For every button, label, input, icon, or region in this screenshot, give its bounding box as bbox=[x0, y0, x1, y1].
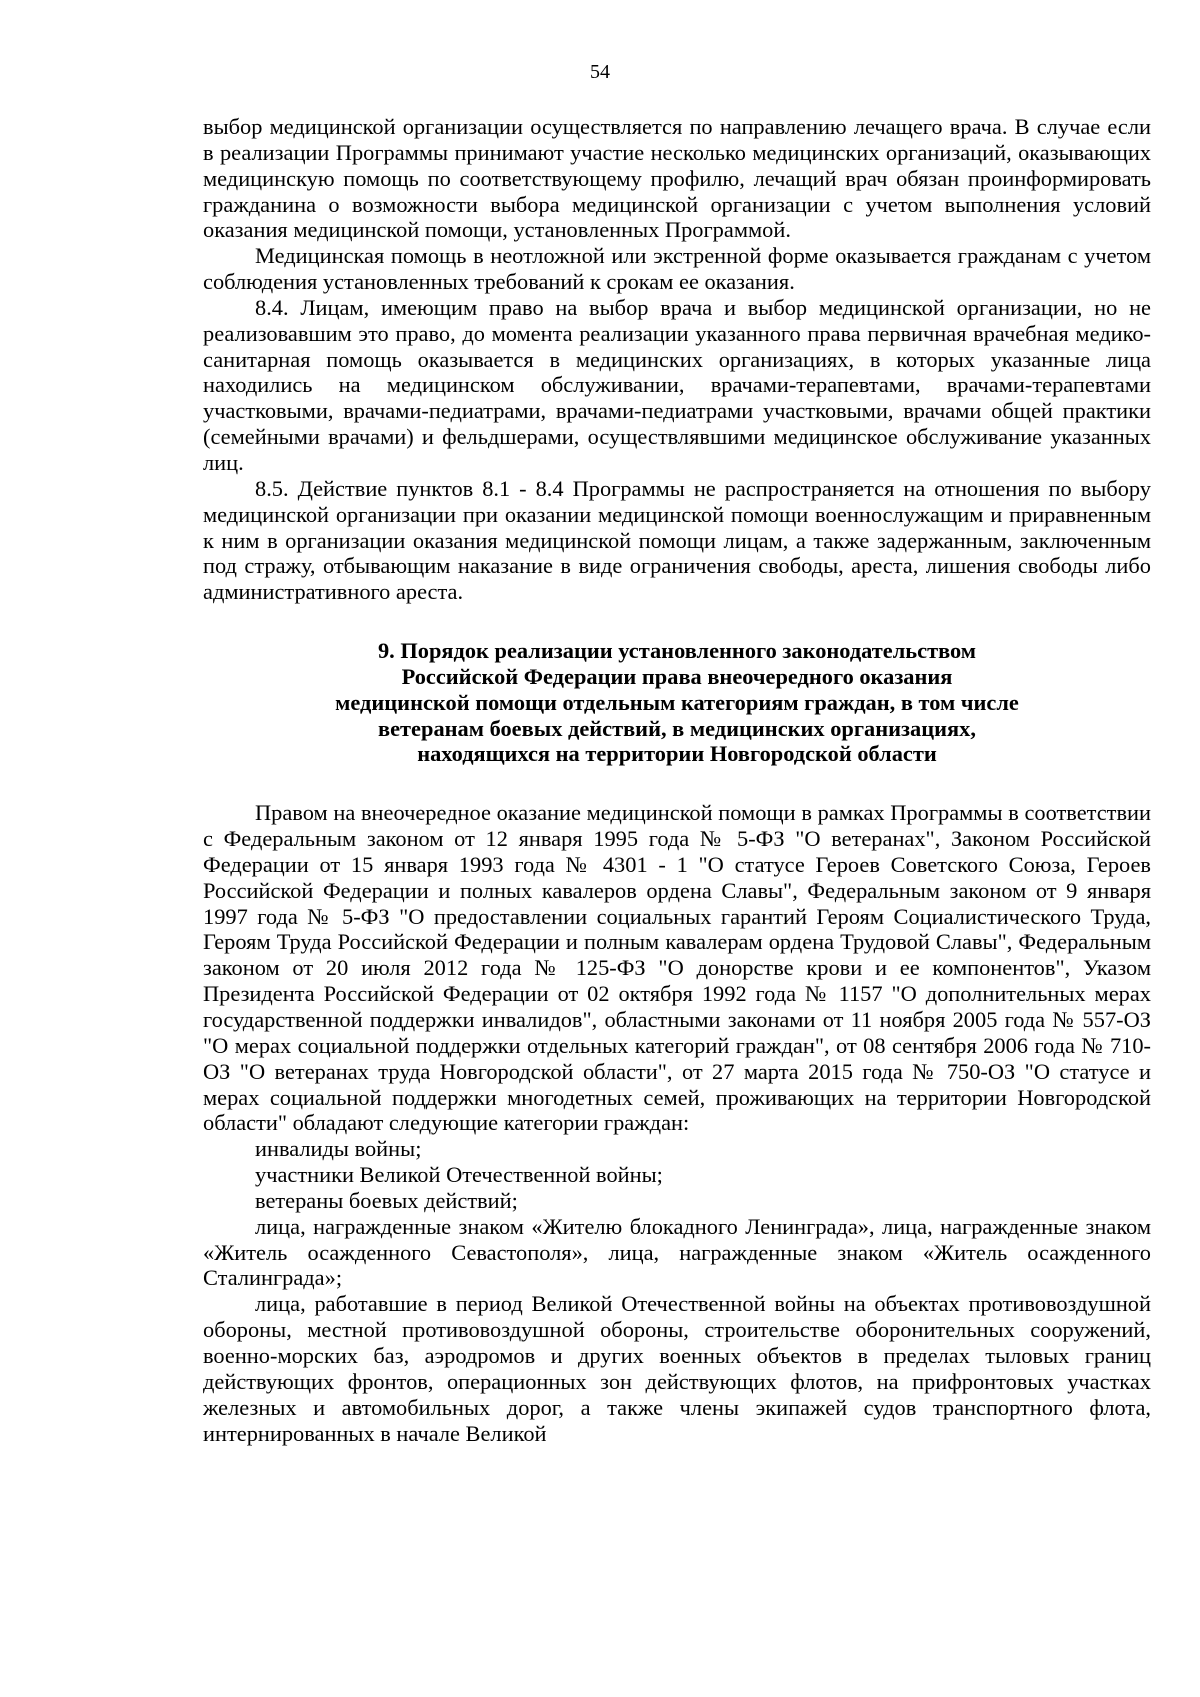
section-9-heading bbox=[203, 638, 1151, 767]
heading-line: 9. Порядок реализации установленного законодательством bbox=[377, 638, 977, 664]
paragraph-legal-basis: Правом на внеочередное оказание медицинской помощи в рамках Программы в соответствии с Федеральным законом от 12 января 1995 года № 5-ФЗ "О ветеранах", Законом Российской Федерации от 15 января 1993 года № 4301 - 1 "О статусе Героев Советского Союза, Героев Российской Федерации и полных кавалеров ордена Славы", Федеральным законом от 9 января 1997 года № 5-ФЗ "О предоставлении социальных гарантий Героям Социалистического Труда, Героям Труда Российской Федерации и полным кавалерам ордена Трудовой Славы", Федеральным законом от 20 июля 2012 года № 125-ФЗ "О донорстве крови и ее компонентов", Указом Президента Российской Федерации от 02 октября 1992 года № 1157 "О дополнительных мерах государственной поддержки инвалидов", областными законами от 11 ноября 2005 года № 557-ОЗ "О мерах социальной поддержки отдельных категорий граждан", от 08 сентября 2006 года № 710-ОЗ "О ветеранах труда Новгородской области", от 27 марта 2015 года № 750-ОЗ "О статусе и мерах социальной поддержки многодетных семей, проживающих на территории Новгородской области" обладают следующие категории граждан: bbox=[203, 800, 1151, 1136]
list-item-combat-veterans: ветераны боевых действий; bbox=[255, 1187, 518, 1213]
paragraph-8-4: 8.4. Лицам, имеющим право на выбор врача и выбор медицинской организации, но не реализовавшим это право, до момента реализации указанного права первичная врачебная медико-санитарная помощь оказывается в медицинских организациях, в которых указанные лица находились на медицинском обслуживании, врачами-терапевтами, врачами-терапевтами участковыми, врачами-педиатрами, врачами-педиатрами участковыми, врачами общей практики (семейными врачами) и фельдшерами, осуществлявшими медицинское обслуживание указанных лиц. bbox=[203, 294, 1151, 475]
paragraph-emergency-care: Медицинская помощь в неотложной или экстренной форме оказывается гражданам с учетом соблюдения установленных требований к срокам ее оказания. bbox=[203, 243, 1151, 295]
document-body bbox=[203, 114, 1151, 1446]
page-number: 54 bbox=[590, 61, 610, 83]
list-item-war-invalids: инвалиды войны; bbox=[255, 1136, 422, 1162]
heading-line: медицинской помощи отдельным категориям граждан, в том числе bbox=[335, 689, 1019, 715]
list-item-home-front-workers: лица, работавшие в период Великой Отечественной войны на объектах противовоздушной обороны, местной противовоздушной обороны, строительстве оборонительных сооружений, военно-морских баз, аэродромов и других военных объектов в пределах тыловых границ действующих фронтов, операционных зон действующих флотов, на прифронтовых участках железных и автомобильных дорог, а также члены экипажей судов транспортного флота, интернированных в начале Великой bbox=[203, 1291, 1151, 1446]
list-item-wwii-participants: участники Великой Отечественной войны; bbox=[255, 1162, 663, 1188]
paragraph-8-5: 8.5. Действие пунктов 8.1 - 8.4 Программы не распространяется на отношения по выбору медицинской организации при оказании медицинской помощи военнослужащим и приравненным к ним в организации оказания медицинской помощи лицам, а также задержанным, заключенным под стражу, отбывающим наказание в виде ограничения свободы, ареста, лишения свободы либо административного ареста. bbox=[203, 475, 1151, 605]
heading-line: Российской Федерации права внеочередного оказания bbox=[401, 663, 953, 689]
heading-line: находящихся на территории Новгородской области bbox=[417, 741, 937, 767]
heading-line: ветеранам боевых действий, в медицинских организациях, bbox=[378, 715, 976, 741]
paragraph-continuation: выбор медицинской организации осуществляется по направлению лечащего врача. В случае если в реализации Программы принимают участие несколько медицинских организаций, оказывающих медицинскую помощь по соответствующему профилю, лечащий врач обязан проинформировать гражданина о возможности выбора медицинской организации с учетом выполнения условий оказания медицинской помощи, установленных Программой. bbox=[203, 114, 1151, 243]
list-item-siege-residents: лица, награжденные знаком «Жителю блокадного Ленинграда», лица, награжденные знаком «Житель осажденного Севастополя», лица, награжденные знаком «Житель осажденного Сталинграда»; bbox=[203, 1213, 1151, 1291]
